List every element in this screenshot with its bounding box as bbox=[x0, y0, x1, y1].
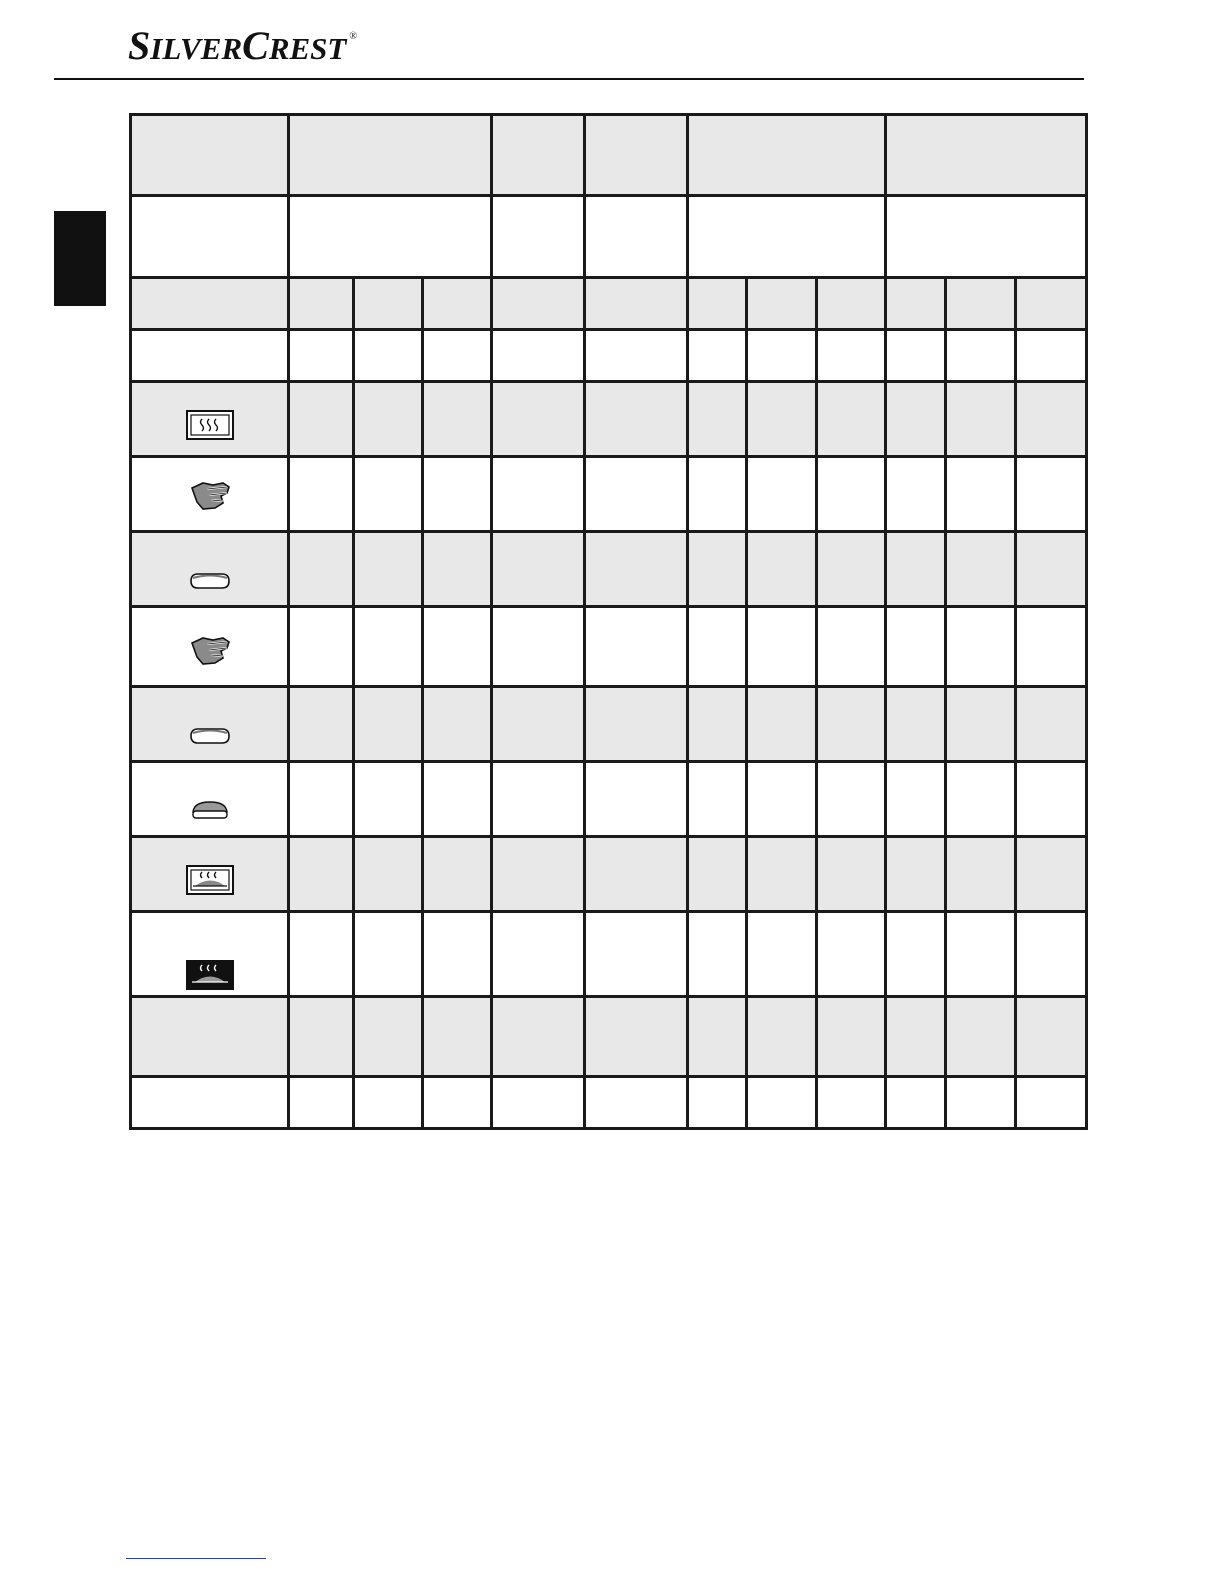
table-cell bbox=[289, 532, 354, 607]
subheader-cell bbox=[585, 196, 688, 278]
table-cell bbox=[1016, 912, 1087, 997]
table-cell bbox=[946, 687, 1016, 762]
table-cell bbox=[886, 330, 946, 382]
table-cell bbox=[492, 997, 585, 1077]
table-cell bbox=[585, 278, 688, 330]
table-cell bbox=[289, 330, 354, 382]
table-cell bbox=[1016, 687, 1087, 762]
table-cell bbox=[289, 687, 354, 762]
row-label-cell bbox=[131, 278, 289, 330]
table-row bbox=[131, 687, 1087, 762]
table-cell bbox=[688, 278, 747, 330]
table-cell bbox=[423, 607, 492, 687]
header-cell bbox=[688, 115, 886, 196]
table-cell bbox=[423, 532, 492, 607]
table-cell bbox=[817, 687, 886, 762]
table-cell bbox=[585, 912, 688, 997]
row-label-cell bbox=[131, 1077, 289, 1129]
table-cell bbox=[289, 762, 354, 837]
table-cell bbox=[354, 382, 423, 457]
table-cell bbox=[817, 532, 886, 607]
table-cell bbox=[817, 382, 886, 457]
table-cell bbox=[817, 837, 886, 912]
row-label-cell bbox=[131, 837, 289, 912]
table-cell bbox=[747, 278, 817, 330]
table-cell bbox=[1016, 997, 1087, 1077]
subheader-cell bbox=[131, 196, 289, 278]
bread-flat-icon bbox=[188, 727, 232, 750]
table-cell bbox=[817, 912, 886, 997]
table-cell bbox=[585, 687, 688, 762]
table-cell bbox=[817, 762, 886, 837]
bread-flat-icon bbox=[188, 572, 232, 595]
table-cell bbox=[886, 912, 946, 997]
table-cell bbox=[423, 687, 492, 762]
subheader-cell bbox=[492, 196, 585, 278]
table-row bbox=[131, 1077, 1087, 1129]
table-cell bbox=[946, 762, 1016, 837]
table-cell bbox=[354, 457, 423, 532]
table-cell bbox=[492, 607, 585, 687]
table-cell bbox=[817, 278, 886, 330]
table-row bbox=[131, 762, 1087, 837]
table-cell bbox=[946, 330, 1016, 382]
table-row bbox=[131, 607, 1087, 687]
header-cell bbox=[585, 115, 688, 196]
table-cell bbox=[492, 278, 585, 330]
table-cell bbox=[747, 457, 817, 532]
table-subheader-row bbox=[131, 196, 1087, 278]
table-cell bbox=[817, 457, 886, 532]
table-cell bbox=[886, 382, 946, 457]
table-cell bbox=[354, 532, 423, 607]
table-cell bbox=[289, 278, 354, 330]
table-cell bbox=[1016, 330, 1087, 382]
table-cell bbox=[688, 330, 747, 382]
table-cell bbox=[289, 607, 354, 687]
table-cell bbox=[492, 382, 585, 457]
table-cell bbox=[747, 997, 817, 1077]
table-cell bbox=[817, 1077, 886, 1129]
table-cell bbox=[946, 382, 1016, 457]
row-label-cell bbox=[131, 457, 289, 532]
row-label-cell bbox=[131, 997, 289, 1077]
table-cell bbox=[585, 457, 688, 532]
table-cell bbox=[492, 837, 585, 912]
table-cell bbox=[886, 1077, 946, 1129]
table-cell bbox=[585, 382, 688, 457]
table-cell bbox=[354, 687, 423, 762]
table-cell bbox=[886, 687, 946, 762]
footer-link-rule bbox=[126, 1558, 266, 1559]
table-cell bbox=[492, 687, 585, 762]
silvercrest-logo: SILVERCREST ® bbox=[128, 23, 357, 68]
table-row bbox=[131, 457, 1087, 532]
table-cell bbox=[886, 607, 946, 687]
table-cell bbox=[289, 457, 354, 532]
table-cell bbox=[688, 382, 747, 457]
table-row bbox=[131, 912, 1087, 997]
table-cell bbox=[946, 837, 1016, 912]
table-cell bbox=[423, 330, 492, 382]
header-cell bbox=[886, 115, 1087, 196]
table-cell bbox=[1016, 457, 1087, 532]
grill-element-icon bbox=[186, 410, 234, 445]
table-cell bbox=[423, 278, 492, 330]
table-cell bbox=[354, 997, 423, 1077]
grill-food-dark-icon bbox=[186, 960, 234, 995]
row-label-cell bbox=[131, 330, 289, 382]
table-row bbox=[131, 278, 1087, 330]
table-cell bbox=[688, 912, 747, 997]
table-cell bbox=[289, 1077, 354, 1129]
header-cell bbox=[289, 115, 492, 196]
table-cell bbox=[747, 837, 817, 912]
table-cell bbox=[423, 912, 492, 997]
table-row bbox=[131, 330, 1087, 382]
table-cell bbox=[585, 997, 688, 1077]
table-cell bbox=[946, 532, 1016, 607]
table-cell bbox=[747, 1077, 817, 1129]
table-cell bbox=[1016, 278, 1087, 330]
table-cell bbox=[492, 330, 585, 382]
table-cell bbox=[354, 912, 423, 997]
table-cell bbox=[492, 1077, 585, 1129]
table-cell bbox=[886, 762, 946, 837]
table-cell bbox=[585, 1077, 688, 1129]
table-cell bbox=[423, 1077, 492, 1129]
table-cell bbox=[423, 382, 492, 457]
table-cell bbox=[1016, 1077, 1087, 1129]
table-cell bbox=[886, 457, 946, 532]
row-label-cell bbox=[131, 532, 289, 607]
table-cell bbox=[354, 278, 423, 330]
table-cell bbox=[747, 687, 817, 762]
table-cell bbox=[423, 837, 492, 912]
table-cell bbox=[817, 997, 886, 1077]
table-cell bbox=[688, 687, 747, 762]
defrost-hand-icon bbox=[189, 634, 231, 671]
table-cell bbox=[1016, 837, 1087, 912]
table-cell bbox=[688, 1077, 747, 1129]
table-cell bbox=[423, 997, 492, 1077]
table-cell bbox=[688, 532, 747, 607]
row-label-cell bbox=[131, 762, 289, 837]
table-cell bbox=[886, 278, 946, 330]
table-cell bbox=[688, 457, 747, 532]
table-cell bbox=[747, 532, 817, 607]
table-cell bbox=[946, 1077, 1016, 1129]
table-cell bbox=[423, 457, 492, 532]
table-cell bbox=[585, 762, 688, 837]
table-cell bbox=[946, 607, 1016, 687]
table-cell bbox=[492, 912, 585, 997]
defrost-hand-icon bbox=[189, 479, 231, 516]
table-cell bbox=[946, 912, 1016, 997]
table-cell bbox=[1016, 762, 1087, 837]
table-cell bbox=[946, 457, 1016, 532]
table-cell bbox=[354, 1077, 423, 1129]
table-cell bbox=[1016, 607, 1087, 687]
table-cell bbox=[585, 837, 688, 912]
table-row bbox=[131, 382, 1087, 457]
table-cell bbox=[585, 532, 688, 607]
table-cell bbox=[817, 330, 886, 382]
table-cell bbox=[585, 607, 688, 687]
row-label-cell bbox=[131, 607, 289, 687]
table-cell bbox=[289, 382, 354, 457]
table-cell bbox=[354, 607, 423, 687]
table-cell bbox=[747, 607, 817, 687]
table-cell bbox=[946, 997, 1016, 1077]
table-cell bbox=[289, 837, 354, 912]
table-cell bbox=[886, 997, 946, 1077]
grill-food-icon bbox=[186, 865, 234, 900]
subheader-cell bbox=[886, 196, 1087, 278]
table-row bbox=[131, 997, 1087, 1077]
table-cell bbox=[585, 330, 688, 382]
table-row bbox=[131, 837, 1087, 912]
table-cell bbox=[886, 532, 946, 607]
table-cell bbox=[688, 762, 747, 837]
table-cell bbox=[492, 762, 585, 837]
table-cell bbox=[747, 912, 817, 997]
table-cell bbox=[886, 837, 946, 912]
table-cell bbox=[817, 607, 886, 687]
table-cell bbox=[423, 762, 492, 837]
language-side-tab bbox=[54, 211, 106, 306]
table-cell bbox=[354, 837, 423, 912]
settings-table bbox=[129, 113, 1085, 1127]
table-cell bbox=[492, 457, 585, 532]
header-rule bbox=[54, 78, 1084, 80]
table-cell bbox=[354, 762, 423, 837]
table-cell bbox=[946, 278, 1016, 330]
table-cell bbox=[747, 330, 817, 382]
header-cell bbox=[492, 115, 585, 196]
subheader-cell bbox=[289, 196, 492, 278]
table-row bbox=[131, 532, 1087, 607]
table-cell bbox=[1016, 382, 1087, 457]
table-cell bbox=[688, 607, 747, 687]
table-cell bbox=[354, 330, 423, 382]
subheader-cell bbox=[688, 196, 886, 278]
table-cell bbox=[688, 837, 747, 912]
table-cell bbox=[289, 997, 354, 1077]
table-cell bbox=[688, 997, 747, 1077]
table-header-row bbox=[131, 115, 1087, 196]
table-cell bbox=[289, 912, 354, 997]
table-cell bbox=[1016, 532, 1087, 607]
table-cell bbox=[747, 762, 817, 837]
registered-mark: ® bbox=[349, 31, 357, 42]
table-cell bbox=[747, 382, 817, 457]
row-label-cell bbox=[131, 382, 289, 457]
header-cell bbox=[131, 115, 289, 196]
bread-domed-icon bbox=[190, 800, 230, 825]
row-label-cell bbox=[131, 687, 289, 762]
table-cell bbox=[492, 532, 585, 607]
row-label-cell bbox=[131, 912, 289, 997]
